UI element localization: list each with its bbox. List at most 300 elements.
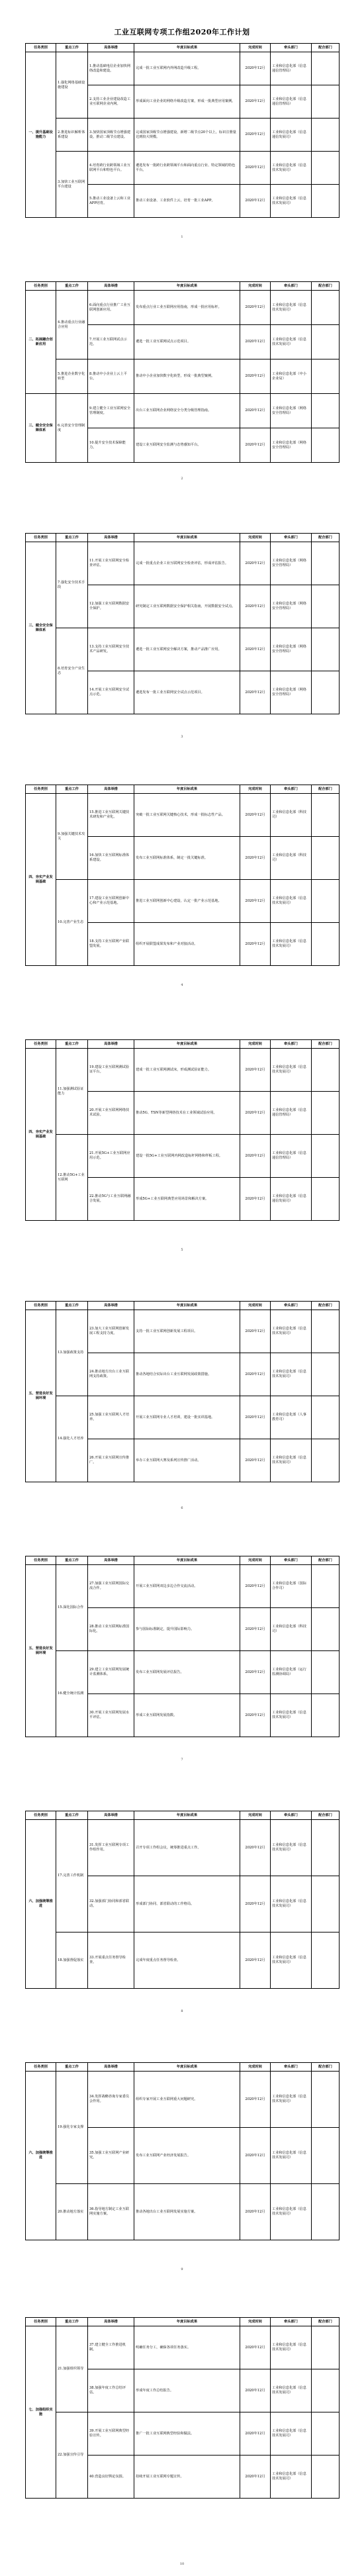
cell-goal: 发布工业互联网发展评估报告。: [134, 1651, 240, 1694]
cell-assist: [312, 152, 340, 185]
cell-measure: 1.推动基础电信企业加快网络改造和建设。: [88, 52, 134, 85]
cell-goal: 组织专家开展工业互联网重大问题研究。: [134, 2072, 240, 2128]
cell-measure: 7.开展工业互联网试点示范。: [88, 325, 134, 359]
cell-task: 六、加强统筹推进: [26, 2072, 56, 2240]
column-header: 牵头部门: [271, 785, 312, 794]
cell-measure: 24.推动地方出台工业互联网支持政策。: [88, 1353, 134, 1396]
column-header: 任务类别: [26, 2063, 56, 2072]
cell-assist: [312, 1876, 340, 1932]
cell-lead: 工业和信息化部（人事教育司）: [271, 1396, 312, 1439]
cell-goal: 形成工业互联网发展指数。: [134, 1694, 240, 1737]
cell-goal: 完成一批重点企业工业互联网安全检查评估，形成评估报告。: [134, 542, 240, 585]
cell-measure: 17.建设工业互联网创新中心和产业示范基地。: [88, 880, 134, 923]
column-header: 重点工作: [56, 1302, 88, 1310]
cell-goal: 研究制定工业互联网数据安全保护相关指南，开展数据安全试点。: [134, 585, 240, 628]
column-header: 完成时间: [240, 2318, 271, 2326]
table-page: [25, 1039, 339, 1221]
cell-time: 2020年12月: [240, 394, 271, 428]
column-header: 重点工作: [56, 282, 88, 291]
column-header: 年度目标成果: [134, 785, 240, 794]
cell-goal: 遴选一批工业互联网试点示范项目。: [134, 325, 240, 359]
cell-work: 17.完善工作机制: [56, 1820, 88, 1932]
column-header: 牵头部门: [271, 282, 312, 291]
cell-time: 2020年12月: [240, 1565, 271, 1608]
cell-lead: 工业和信息化部（信息通信发展司）: [271, 119, 312, 152]
cell-work: 20.推动地方落实: [56, 2184, 88, 2240]
column-header: 任务类别: [26, 1040, 56, 1049]
table-page: [25, 785, 339, 966]
column-header: 年度目标成果: [134, 534, 240, 542]
page-number: 8: [181, 2009, 183, 2013]
cell-goal: 推广一批工业互联网典型经验和做法。: [134, 2412, 240, 2456]
cell-time: 2020年12月: [240, 1439, 271, 1482]
column-header: 配合部门: [312, 534, 340, 542]
column-header: 重点工作: [56, 2063, 88, 2072]
cell-work: 16.健全统计监测: [56, 1651, 88, 1737]
cell-assist: [312, 325, 340, 359]
cell-measure: 13.支持工业互联网安全技术产品研发。: [88, 628, 134, 671]
cell-assist: [312, 85, 340, 119]
column-header: 任务类别: [26, 2318, 56, 2326]
column-header: 牵头部门: [271, 2063, 312, 2072]
cell-assist: [312, 880, 340, 923]
column-header: 重点工作: [56, 44, 88, 52]
column-header: 具体举措: [88, 44, 134, 52]
column-header: 牵头部门: [271, 2318, 312, 2326]
cell-measure: 36.指导地方制定工业互联网实施方案。: [88, 2184, 134, 2240]
cell-measure: 20.开展工业互联网网络技术试验。: [88, 1092, 134, 1135]
work-plan-table: [25, 1556, 340, 1737]
cell-time: 2020年12月: [240, 428, 271, 463]
cell-assist: [312, 1694, 340, 1737]
table-row: [26, 2412, 340, 2456]
column-header: 具体举措: [88, 2318, 134, 2326]
column-header: 配合部门: [312, 2063, 340, 2072]
cell-work: 12.推动5G+工业互联网: [56, 1135, 88, 1221]
work-plan-table: [25, 2062, 340, 2240]
cell-assist: [312, 1353, 340, 1396]
column-header: 完成时间: [240, 282, 271, 291]
page-number: 9: [181, 2267, 183, 2271]
cell-task: 七、加强组织实施: [26, 2326, 56, 2499]
cell-assist: [312, 1565, 340, 1608]
cell-measure: 35.加强工业互联网产业研究。: [88, 2128, 134, 2184]
cell-lead: 工业和信息化部（信息技术发展司）: [271, 2412, 312, 2456]
cell-time: 2020年12月: [240, 2072, 271, 2128]
cell-assist: [312, 1439, 340, 1482]
cell-assist: [312, 1820, 340, 1876]
cell-lead: 工业和信息化部（信息技术发展司）: [271, 2369, 312, 2412]
cell-assist: [312, 1092, 340, 1135]
cell-lead: 工业和信息化部（信息技术发展司）: [271, 291, 312, 325]
column-header: 年度目标成果: [134, 282, 240, 291]
cell-assist: [312, 52, 340, 85]
cell-time: 2020年12月: [240, 185, 271, 218]
table-page: [25, 43, 339, 218]
cell-work: 4.推动重点行业融合应用: [56, 291, 88, 359]
page-number: 6: [181, 1506, 183, 1510]
table-header-row: [26, 1556, 340, 1565]
cell-goal: 遴选发布一批跨行业跨领域平台和面向重点行业、特定领域的特色平台。: [134, 152, 240, 185]
column-header: 完成时间: [240, 2063, 271, 2072]
table-row: [26, 794, 340, 837]
cell-work: 11.加强测试验证能力: [56, 1049, 88, 1135]
table-page: [25, 281, 339, 463]
table-header-row: [26, 1811, 340, 1820]
cell-work: 3.加快工业互联网平台建设: [56, 152, 88, 218]
cell-assist: [312, 428, 340, 463]
table-header-row: [26, 1040, 340, 1049]
cell-lead: 工业和信息化部（信息技术发展司）: [271, 2128, 312, 2184]
cell-task: 五、营造良好发展环境: [26, 1565, 56, 1737]
cell-assist: [312, 1932, 340, 1989]
cell-goal: 建设工业互联网安全监测与态势感知平台。: [134, 428, 240, 463]
cell-task: 六、加强统筹推进: [26, 1820, 56, 1989]
cell-goal: 推动中小企业加快数字化转型，形成一批典型案例。: [134, 359, 240, 394]
cell-measure: 8.推动中小企业上云上平台。: [88, 359, 134, 394]
cell-measure: 15.推进工业互联网关键技术研发和产业化。: [88, 794, 134, 837]
cell-measure: 11.开展工业互联网安全检查评估。: [88, 542, 134, 585]
cell-lead: 工业和信息化部（信息技术发展司）: [271, 152, 312, 185]
cell-assist: [312, 2072, 340, 2128]
cell-assist: [312, 2128, 340, 2184]
cell-assist: [312, 923, 340, 966]
cell-time: 2020年12月: [240, 1092, 271, 1135]
cell-goal: 形成年度工作总结报告。: [134, 2369, 240, 2412]
cell-work: 19.强化专家支撑: [56, 2072, 88, 2184]
table-row: [26, 2072, 340, 2128]
cell-time: 2020年12月: [240, 1353, 271, 1396]
cell-measure: 31.发挥工业互联网专项工作组作用。: [88, 1820, 134, 1876]
column-header: 具体举措: [88, 1811, 134, 1820]
cell-goal: 支持一批工业互联网创新发展工程项目。: [134, 1310, 240, 1353]
cell-time: 2020年12月: [240, 1049, 271, 1092]
cell-goal: 举办工业互联网大赛及系列宣传推广活动。: [134, 1439, 240, 1482]
cell-lead: 工业和信息化部（信息技术发展司）: [271, 185, 312, 218]
page-number: 2: [181, 477, 183, 481]
cell-goal: 召开专项工作组会议，统筹推进重点工作。: [134, 1820, 240, 1876]
table-row: [26, 52, 340, 85]
cell-goal: 推动5G、TSN等新型网络技术在工业领域试验应用。: [134, 1092, 240, 1135]
table-row: [26, 1049, 340, 1092]
cell-goal: 持续开展工业互联网专题宣传。: [134, 2456, 240, 2499]
cell-time: 2020年12月: [240, 837, 271, 880]
cell-measure: 3.加快国家顶级节点增强建设，推动二级节点建设。: [88, 119, 134, 152]
table-page: [25, 2317, 339, 2499]
cell-task: 三、健全安全保障体系: [26, 394, 56, 463]
cell-assist: [312, 794, 340, 837]
cell-lead: 工业和信息化部（信息通信管理局）: [271, 1135, 312, 1178]
cell-goal: 出台工业互联网企业网络安全分类分级管理指南。: [134, 394, 240, 428]
table-header-row: [26, 785, 340, 794]
cell-assist: [312, 1651, 340, 1694]
cell-time: 2020年12月: [240, 1135, 271, 1178]
column-header: 完成时间: [240, 1302, 271, 1310]
cell-time: 2020年12月: [240, 291, 271, 325]
cell-measure: 23.加大工业互联网创新发展工程支持力度。: [88, 1310, 134, 1353]
cell-goal: 推动各地出台工业互联网发展实施方案。: [134, 2184, 240, 2240]
cell-measure: 9.建立健全工业互联网安全管理制度。: [88, 394, 134, 428]
column-header: 重点工作: [56, 785, 88, 794]
table-page: [25, 1811, 339, 1989]
cell-assist: [312, 2369, 340, 2412]
table-page: [25, 1556, 339, 1737]
cell-time: 2020年12月: [240, 359, 271, 394]
cell-lead: 工业和信息化部（科技司）: [271, 794, 312, 837]
page-number: 5: [181, 1248, 183, 1252]
cell-time: 2020年12月: [240, 2326, 271, 2369]
work-plan-table: [25, 2317, 340, 2499]
cell-measure: 40.营造良好舆论氛围。: [88, 2456, 134, 2499]
cell-lead: 工业和信息化部（信息通信管理局）: [271, 1092, 312, 1135]
page-number: 1: [181, 235, 183, 239]
cell-goal: 推动工业设备、工业软件上云，培育一批工业APP。: [134, 185, 240, 218]
cell-lead: 工业和信息化部（信息技术发展司）: [271, 1310, 312, 1353]
column-header: 任务类别: [26, 1302, 56, 1310]
column-header: 牵头部门: [271, 44, 312, 52]
cell-task: 一、提升基础设施能力: [26, 52, 56, 218]
column-header: 完成时间: [240, 785, 271, 794]
column-header: 完成时间: [240, 1811, 271, 1820]
cell-lead: 工业和信息化部（信息技术发展司）: [271, 880, 312, 923]
cell-measure: 21.开展5G+工业互联网应用示范。: [88, 1135, 134, 1178]
column-header: 任务类别: [26, 1811, 56, 1820]
cell-work: 21.加强组织领导: [56, 2326, 88, 2412]
cell-work: 22.加强宣传引导: [56, 2412, 88, 2499]
table-header-row: [26, 1302, 340, 1310]
cell-time: 2020年12月: [240, 585, 271, 628]
cell-lead: 工业和信息化部（网络安全管理局）: [271, 394, 312, 428]
document-title: 工业互联网专项工作组2020年工作计划: [114, 28, 250, 36]
column-header: 配合部门: [312, 1302, 340, 1310]
column-header: 年度目标成果: [134, 2063, 240, 2072]
cell-measure: 14.开展工业互联网安全试点示范。: [88, 671, 134, 714]
cell-goal: 建设一批5G+工业互联网内网改造标杆网络和样板工程。: [134, 1135, 240, 1178]
column-header: 年度目标成果: [134, 1302, 240, 1310]
cell-goal: 建成一批工业互联网测试床，形成测试验证能力。: [134, 1049, 240, 1092]
column-header: 配合部门: [312, 1040, 340, 1049]
work-plan-table: [25, 533, 340, 714]
column-header: 完成时间: [240, 44, 271, 52]
cell-time: 2020年12月: [240, 2184, 271, 2240]
cell-time: 2020年12月: [240, 628, 271, 671]
cell-measure: 19.建设工业互联网测试验证平台。: [88, 1049, 134, 1092]
cell-lead: 工业和信息化部（网络安全管理局）: [271, 628, 312, 671]
column-header: 重点工作: [56, 2318, 88, 2326]
cell-goal: 发布工业互联网产业经济发展报告。: [134, 2128, 240, 2184]
cell-lead: 工业和信息化部（网络安全管理局）: [271, 542, 312, 585]
cell-lead: 工业和信息化部（中小企业局）: [271, 359, 312, 394]
cell-time: 2020年12月: [240, 671, 271, 714]
column-header: 具体举措: [88, 1302, 134, 1310]
cell-time: 2020年12月: [240, 1694, 271, 1737]
cell-task: 三、健全安全保障体系: [26, 542, 56, 714]
table-page: [25, 1301, 339, 1482]
cell-goal: 遴选一批工业互联网安全解决方案，推动产品推广应用。: [134, 628, 240, 671]
column-header: 年度目标成果: [134, 44, 240, 52]
cell-work: 1.强化网络基础设施建设: [56, 52, 88, 119]
cell-time: 2020年12月: [240, 1820, 271, 1876]
table-header-row: [26, 44, 340, 52]
cell-lead: 工业和信息化部（信息技术发展司）: [271, 2184, 312, 2240]
table-row: [26, 394, 340, 428]
table-row: [26, 1310, 340, 1353]
cell-time: 2020年12月: [240, 923, 271, 966]
cell-measure: 5.推动工业设备上云和工业APP培育。: [88, 185, 134, 218]
table-page: [25, 533, 339, 714]
cell-measure: 25.加强工业互联网人才培养。: [88, 1396, 134, 1439]
cell-lead: 工业和信息化部（科技司）: [271, 1608, 312, 1651]
cell-time: 2020年12月: [240, 52, 271, 85]
cell-goal: 完成年度重点任务督导检查。: [134, 1932, 240, 1989]
column-header: 牵头部门: [271, 534, 312, 542]
column-header: 具体举措: [88, 282, 134, 291]
cell-work: 6.完善安全管理制度: [56, 394, 88, 463]
cell-lead: 工业和信息化部（信息技术发展司）: [271, 1876, 312, 1932]
cell-assist: [312, 1049, 340, 1092]
cell-assist: [312, 185, 340, 218]
cell-measure: 26.开展工业互联网宣传推广。: [88, 1439, 134, 1482]
table-header-row: [26, 282, 340, 291]
table-row: [26, 1396, 340, 1439]
column-header: 重点工作: [56, 1556, 88, 1565]
table-row: [26, 1820, 340, 1876]
cell-goal: 完成一批工业互联网内外网改造升级工程。: [134, 52, 240, 85]
cell-time: 2020年12月: [240, 2412, 271, 2456]
cell-lead: 工业和信息化部（信息通信管理局）: [271, 52, 312, 85]
cell-measure: 38.加强年度工作总结评估。: [88, 2369, 134, 2412]
cell-assist: [312, 1178, 340, 1221]
cell-work: 18.加强督促落实: [56, 1932, 88, 1989]
cell-goal: 形成部门协同、部省联动的工作格局。: [134, 1876, 240, 1932]
column-header: 重点工作: [56, 534, 88, 542]
column-header: 具体举措: [88, 2063, 134, 2072]
cell-measure: 16.加快工业互联网标准体系建设。: [88, 837, 134, 880]
column-header: 牵头部门: [271, 1302, 312, 1310]
table-row: [26, 2326, 340, 2369]
cell-time: 2020年12月: [240, 880, 271, 923]
column-header: 配合部门: [312, 44, 340, 52]
cell-work: 5.推进企业数字化转型: [56, 359, 88, 394]
cell-goal: 遴选发布一批工业互联网安全试点示范项目。: [134, 671, 240, 714]
cell-measure: 27.加强工业互联网国际交流合作。: [88, 1565, 134, 1608]
cell-goal: 组织开展联盟成果发布和产业对接活动。: [134, 923, 240, 966]
cell-lead: 工业和信息化部（信息通信管理局）: [271, 85, 312, 119]
cell-task: 四、夯实产业发展基础: [26, 794, 56, 966]
cell-work: 7.强化安全技术手段: [56, 542, 88, 628]
column-header: 年度目标成果: [134, 1811, 240, 1820]
column-header: 完成时间: [240, 1040, 271, 1049]
column-header: 具体举措: [88, 1040, 134, 1049]
cell-measure: 29.建立工业互联网发展统计监测体系。: [88, 1651, 134, 1694]
cell-assist: [312, 1396, 340, 1439]
cell-assist: [312, 1608, 340, 1651]
column-header: 年度目标成果: [134, 2318, 240, 2326]
column-header: 具体举措: [88, 1556, 134, 1565]
column-header: 牵头部门: [271, 1040, 312, 1049]
column-header: 年度目标成果: [134, 1556, 240, 1565]
cell-lead: 工业和信息化部（运行监测协调局）: [271, 1651, 312, 1694]
cell-lead: 工业和信息化部（信息技术发展司）: [271, 1932, 312, 1989]
cell-goal: 发布工业互联网标准体系，制定一批关键标准。: [134, 837, 240, 880]
cell-time: 2020年12月: [240, 119, 271, 152]
cell-time: 2020年12月: [240, 152, 271, 185]
cell-measure: 28.推动工业互联网标准国际化。: [88, 1608, 134, 1651]
column-header: 具体举措: [88, 534, 134, 542]
cell-assist: [312, 291, 340, 325]
column-header: 任务类别: [26, 785, 56, 794]
cell-lead: 工业和信息化部（科技司）: [271, 837, 312, 880]
table-header-row: [26, 2318, 340, 2326]
table-row: [26, 1565, 340, 1608]
table-header-row: [26, 534, 340, 542]
cell-time: 2020年12月: [240, 325, 271, 359]
table-row: [26, 291, 340, 325]
cell-measure: 33.开展重点任务督导检查。: [88, 1932, 134, 1989]
cell-measure: 30.开展工业互联网发展水平评估。: [88, 1694, 134, 1737]
cell-time: 2020年12月: [240, 1608, 271, 1651]
cell-measure: 22.推动5G与工业互联网融合发展。: [88, 1178, 134, 1221]
cell-time: 2020年12月: [240, 1932, 271, 1989]
cell-assist: [312, 837, 340, 880]
column-header: 完成时间: [240, 1556, 271, 1565]
cell-time: 2020年12月: [240, 1310, 271, 1353]
cell-work: 14.强化人才培养: [56, 1396, 88, 1482]
work-plan-table: [25, 1039, 340, 1221]
cell-goal: 明确任务分工，确保各项任务落实。: [134, 2326, 240, 2369]
table-row: [26, 880, 340, 923]
cell-goal: 突破一批工业互联网关键核心技术，形成一批标志性产品。: [134, 794, 240, 837]
work-plan-table: [25, 1301, 340, 1482]
cell-goal: 完成国家顶级节点增强建设，新增二级节点20个以上，标识注册量达到较大规模。: [134, 119, 240, 152]
column-header: 任务类别: [26, 534, 56, 542]
work-plan-table: [25, 785, 340, 966]
page-number: 7: [181, 1758, 183, 1762]
work-plan-table: [25, 281, 340, 463]
cell-lead: 工业和信息化部（信息技术发展司）: [271, 2326, 312, 2369]
work-plan-table: [25, 43, 340, 218]
cell-assist: [312, 1135, 340, 1178]
table-row: [26, 1651, 340, 1694]
cell-goal: 开展工业互联网双边多边合作交流活动。: [134, 1565, 240, 1608]
cell-assist: [312, 2326, 340, 2369]
cell-lead: 工业和信息化部（信息技术发展司）: [271, 1353, 312, 1396]
cell-goal: 参与国际标准制定，提升国际影响力。: [134, 1608, 240, 1651]
page-number: 3: [181, 735, 183, 739]
table-row: [26, 1932, 340, 1989]
cell-lead: 工业和信息化部（信息技术发展司）: [271, 923, 312, 966]
cell-goal: 形成面向工业企业的网络升级改造方案，形成一批典型应用案例。: [134, 85, 240, 119]
cell-work: 15.深化国际合作: [56, 1565, 88, 1651]
column-header: 年度目标成果: [134, 1040, 240, 1049]
column-header: 具体举措: [88, 785, 134, 794]
table-row: [26, 1135, 340, 1178]
table-row: [26, 359, 340, 394]
table-row: [26, 542, 340, 585]
cell-work: 9.加强关键技术攻关: [56, 794, 88, 880]
cell-goal: 推动各地结合实际出台工业互联网发展政策措施。: [134, 1353, 240, 1396]
cell-time: 2020年12月: [240, 2369, 271, 2412]
cell-time: 2020年12月: [240, 2128, 271, 2184]
cell-measure: 37.建立健全工作推进机制。: [88, 2326, 134, 2369]
cell-time: 2020年12月: [240, 1396, 271, 1439]
cell-lead: 工业和信息化部（信息技术发展司）: [271, 1049, 312, 1092]
cell-task: 五、营造良好发展环境: [26, 1310, 56, 1482]
cell-lead: 工业和信息化部（信息技术发展司）: [271, 1694, 312, 1737]
column-header: 完成时间: [240, 534, 271, 542]
table-header-row: [26, 2063, 340, 2072]
cell-lead: 工业和信息化部（信息技术发展司）: [271, 2072, 312, 2128]
